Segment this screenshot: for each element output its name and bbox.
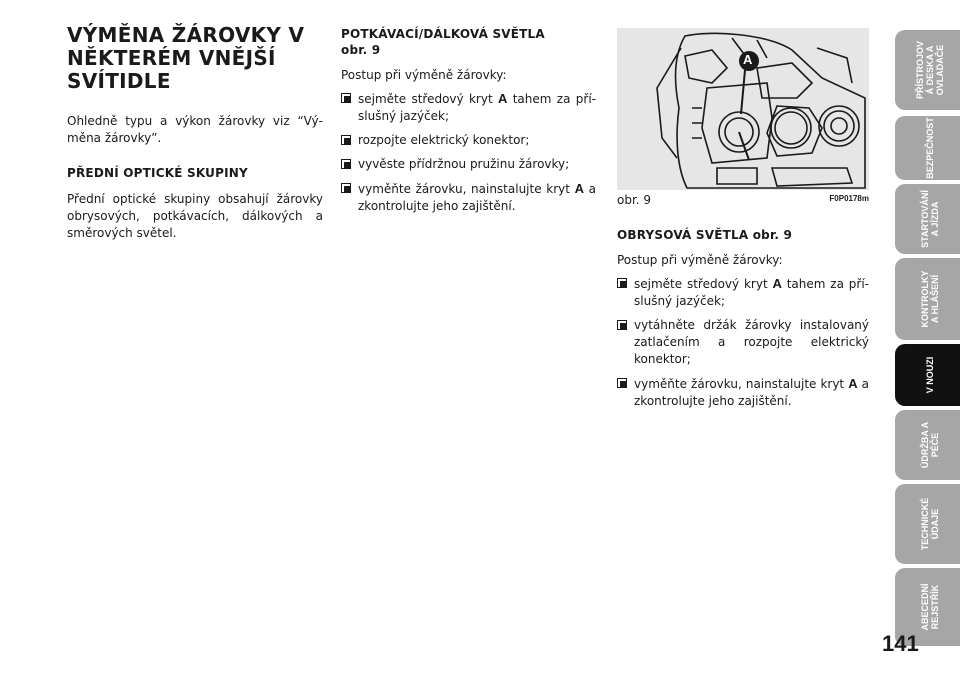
tab-label: BEZPEČNOST: [925, 117, 935, 179]
step-item: [617, 375, 869, 410]
step-key-letter: A: [772, 276, 782, 291]
heading-text: OBRYSOVÁ SVĚTLA: [617, 228, 749, 242]
step-text-end: tahem za příslušný jazýček;: [358, 92, 597, 123]
checkbox-bullet-icon: [617, 378, 627, 388]
checkbox-bullet-icon: [617, 278, 627, 288]
front-lights-text: Přední optické skupiny obsahují žárovky obrysových, potkávacích, dálkových a směrových světel.: [67, 192, 323, 240]
tab-chapter[interactable]: [895, 484, 960, 564]
tab-chapter[interactable]: [895, 410, 960, 480]
procedure-intro: Postup při výměně žárovky:: [617, 253, 783, 267]
step-text: rozpojte elektrický konektor;: [358, 133, 530, 147]
step-text-end: a zkontrolujte jeho zajištění.: [634, 377, 869, 408]
intro-paragraph: Ohledně typu a výkon žárovky viz “Výměna žárovky”.: [67, 114, 323, 145]
checkbox-bullet-icon: [617, 320, 627, 330]
tab-label: V NOUZI: [925, 356, 935, 394]
checkbox-bullet-icon: [341, 159, 351, 169]
step-item: [617, 275, 869, 310]
tab-chapter[interactable]: [895, 344, 960, 406]
steps-list: [341, 90, 596, 215]
headlamp-figure: [617, 28, 869, 190]
tab-chapter[interactable]: [895, 116, 960, 180]
step-text-end: a zkontrolujte jeho zajištění.: [358, 182, 596, 213]
tab-label: PŘÍSTROJOV Á DESKA A OVLADAČE: [915, 40, 945, 100]
checkbox-bullet-icon: [341, 183, 351, 193]
tab-label: KONTROLKY A HLÁŠENÍ: [920, 270, 940, 328]
tab-chapter[interactable]: [895, 258, 960, 340]
front-lights-heading: PŘEDNÍ OPTICKÉ SKUPINY: [67, 166, 248, 180]
step-item: [341, 180, 596, 215]
procedure-intro: Postup při výměně žárovky:: [341, 68, 507, 82]
step-text: vyměňte žárovku, nainstalujte kryt: [634, 377, 849, 391]
step-key-letter: A: [498, 91, 508, 106]
step-key-letter: A: [574, 181, 584, 196]
step-text: sejměte středový kryt: [358, 92, 498, 106]
step-text: vyměňte žárovku, nainstalujte kryt: [358, 182, 575, 196]
figure-label-a: A: [743, 52, 753, 67]
step-text: vytáhněte držák žárovky instalovaný zatlačením a rozpojte elektrický konektor;: [634, 318, 869, 366]
tab-chapter[interactable]: [895, 30, 960, 110]
step-text: sejměte středový kryt: [634, 277, 773, 291]
tab-label: TECHNICKÉ ÚDAJE: [920, 497, 940, 551]
side-lights-heading: [617, 227, 869, 243]
step-item: [341, 132, 596, 149]
heading-figure-ref: obr. 9: [341, 43, 381, 57]
page-number: 141: [882, 631, 919, 656]
heading-figure-ref: obr. 9: [752, 228, 793, 242]
figure-caption: obr. 9: [617, 193, 652, 207]
step-key-letter: A: [848, 376, 858, 391]
heading-text: POTKÁVACÍ/DÁLKOVÁ SVĚTLA: [341, 27, 545, 41]
checkbox-bullet-icon: [341, 135, 351, 145]
tab-chapter[interactable]: [895, 184, 960, 254]
steps-list: [617, 275, 869, 410]
tab-label: ÚDRŽBA A PÉČE: [920, 421, 940, 469]
checkbox-bullet-icon: [341, 93, 351, 103]
step-text-end: tahem za příslušný jazýček;: [634, 277, 870, 308]
step-item: [341, 156, 596, 173]
step-text: vyvěste přídržnou pružinu žárovky;: [358, 157, 570, 171]
tab-label: STARTOVÁNÍ A JÍZDA: [920, 190, 940, 248]
page-title: VÝMĚNA ŽÁROVKY V NĚKTERÉM VNĚJŠÍ SVÍTIDLE: [67, 23, 305, 93]
figure-code: F0P0178m: [829, 194, 869, 203]
dipped-main-beam-heading: [341, 26, 596, 58]
step-item: [617, 317, 869, 368]
step-item: [341, 90, 596, 125]
tab-label: ABECEDNÍ REJSTŘÍK: [920, 583, 940, 631]
